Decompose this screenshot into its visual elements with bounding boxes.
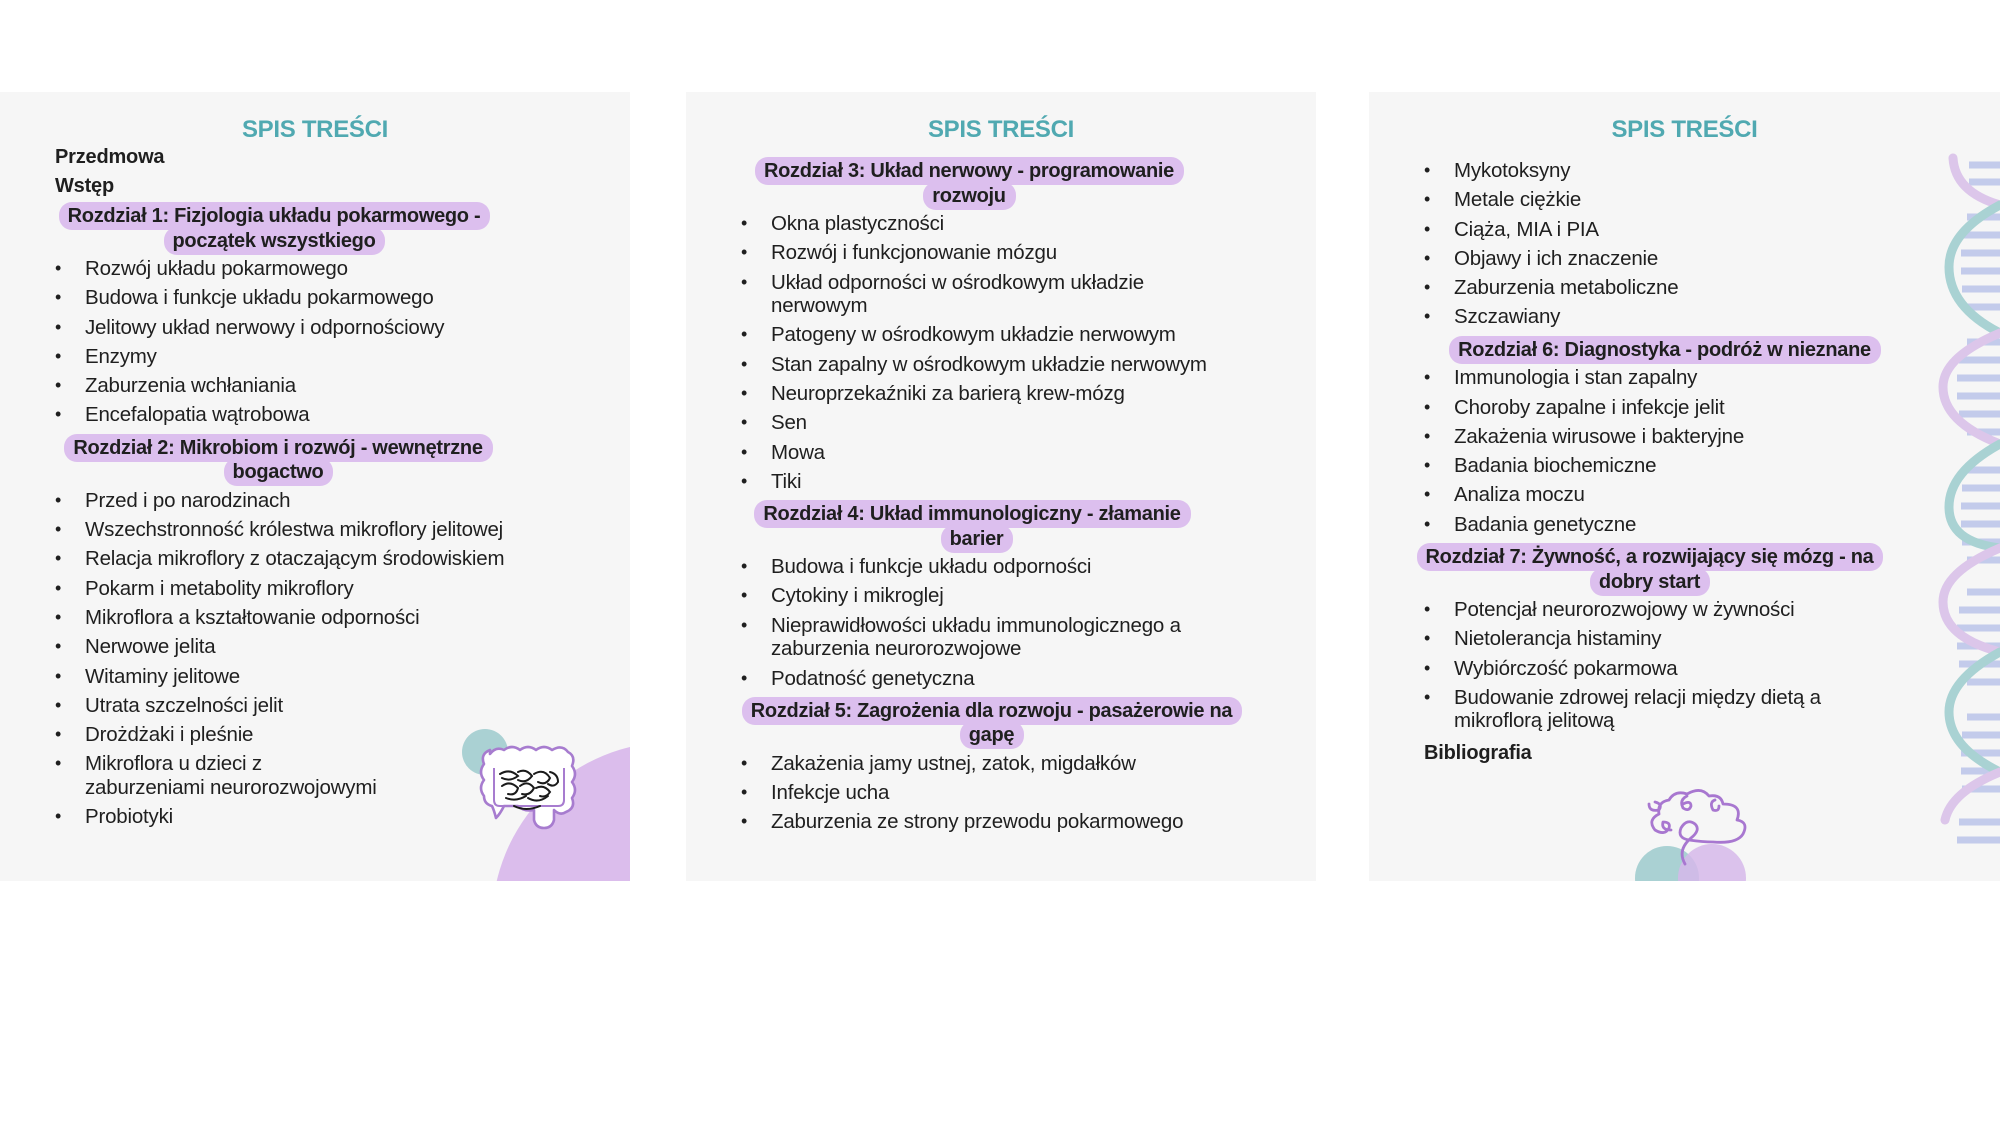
bullet-icon: • xyxy=(55,287,62,308)
bullet-icon: • xyxy=(741,470,748,491)
list-item[interactable]: • Nerwowe jelita xyxy=(55,635,216,659)
bullet-icon: • xyxy=(55,636,62,657)
list-item[interactable]: • Zaburzenia wchłaniania xyxy=(55,374,296,398)
bullet-icon: • xyxy=(55,606,62,627)
list-item[interactable]: • Mowa xyxy=(741,440,825,464)
list-item[interactable]: • Szczawiany xyxy=(1424,305,1561,329)
list-item[interactable]: • Sen xyxy=(741,411,807,435)
bullet-icon: • xyxy=(741,752,748,773)
bullet-icon: • xyxy=(741,353,748,374)
purple-circle xyxy=(1678,844,1746,881)
bullet-icon: • xyxy=(1424,189,1431,210)
toc-entry-wstep[interactable]: Wstęp xyxy=(55,175,115,197)
chapter-items xyxy=(732,555,1292,690)
list-item[interactable]: • Zakażenia wirusowe i bakteryjne xyxy=(1424,424,1745,448)
list-item[interactable]: • Mykotoksyny xyxy=(1424,159,1571,182)
chapter-heading-text: Rozdział 2: Mikrobiom i rozwój - wewnętrzne bogactwo xyxy=(64,434,492,487)
bullet-icon: • xyxy=(55,806,62,827)
chapter-items xyxy=(1415,159,1975,329)
toc-entry-bibliografia[interactable]: Bibliografia xyxy=(1424,741,1532,764)
bullet-icon: • xyxy=(55,577,62,598)
list-item[interactable]: • Metale ciężkie xyxy=(1424,188,1582,212)
chapter-items xyxy=(732,752,1292,834)
bullet-icon: • xyxy=(1424,306,1431,327)
bullet-icon: • xyxy=(741,242,748,263)
bullet-icon: • xyxy=(1424,425,1431,446)
toc-list xyxy=(732,156,1292,840)
chapter-items xyxy=(732,212,1292,493)
bullet-icon: • xyxy=(55,694,62,715)
toc-list xyxy=(1415,159,1975,768)
list-item[interactable]: • Badania genetyczne xyxy=(1424,512,1637,536)
bullet-icon: • xyxy=(1424,686,1431,707)
list-item[interactable]: • Badania biochemiczne xyxy=(1424,454,1657,478)
list-item[interactable]: • Mikroflora a kształtowanie odporności xyxy=(55,605,420,629)
bullet-icon: • xyxy=(55,753,62,774)
dna-strand-purple xyxy=(1945,772,2000,820)
chapter-heading[interactable] xyxy=(732,699,1252,748)
list-item[interactable]: • Analiza moczu xyxy=(1424,483,1585,507)
list-item[interactable]: • Ciąża, MIA i PIA xyxy=(1424,217,1599,241)
bullet-icon: • xyxy=(741,667,748,688)
list-item[interactable]: • Enzymy xyxy=(55,344,157,368)
chapter-heading-text: Rozdział 5: Zagrożenia dla rozwoju - pasażerowie na gapę xyxy=(742,697,1242,750)
toc-title: SPIS TREŚCI xyxy=(1611,116,1758,143)
bullet-icon: • xyxy=(1424,599,1431,620)
toc-title: SPIS TREŚCI xyxy=(241,116,389,143)
bullet-icon: • xyxy=(55,345,62,366)
chapter-heading-text: Rozdział 7: Żywność, a rozwijający się mózg - na dobry start xyxy=(1417,543,1884,596)
bullet-icon: • xyxy=(741,271,748,292)
list-item[interactable]: • Drożdżaki i pleśnie xyxy=(55,723,254,747)
list-item[interactable]: • Podatność genetyczna xyxy=(741,666,975,690)
toc-page-2 xyxy=(686,92,1316,881)
chapter-heading[interactable] xyxy=(732,159,1207,208)
bullet-icon: • xyxy=(55,258,62,278)
bullet-icon: • xyxy=(741,441,748,462)
list-item[interactable]: • Rozwój i funkcjonowanie mózgu xyxy=(741,241,1057,265)
list-item[interactable]: • Jelitowy układ nerwowy i odpornościowy xyxy=(55,315,445,339)
list-item[interactable]: • Układ odporności w ośrodkowym układzie nerwowym xyxy=(741,270,1144,318)
list-item[interactable]: • Patogeny w ośrodkowym układzie nerwowym xyxy=(741,323,1176,347)
chapter-items xyxy=(46,257,606,427)
chapter-heading[interactable] xyxy=(1415,338,1915,363)
list-item[interactable]: • Nietolerancja histaminy xyxy=(1424,627,1662,651)
toc-page-1 xyxy=(0,92,630,881)
bullet-icon: • xyxy=(1424,367,1431,388)
bullet-icon: • xyxy=(1424,484,1431,505)
list-item[interactable]: • Budowanie zdrowej relacji między dietą a mikroflorą jelitową xyxy=(1424,685,1821,733)
brain-icon xyxy=(1627,780,1747,881)
bullet-icon: • xyxy=(55,724,62,745)
bullet-icon: • xyxy=(1424,247,1431,268)
bullet-icon: • xyxy=(1424,513,1431,534)
chapter-heading-text: Rozdział 4: Układ immunologiczny - złamanie barier xyxy=(754,500,1190,553)
bullet-icon: • xyxy=(741,585,748,606)
bullet-icon: • xyxy=(741,412,748,433)
list-item[interactable]: • Probiotyki xyxy=(55,805,174,829)
list-item[interactable]: • Nieprawidłowości układu immunologicznego a zaburzenia neurorozwojowe xyxy=(741,613,1181,661)
bullet-icon: • xyxy=(55,519,62,540)
list-item[interactable]: • Tiki xyxy=(741,469,802,493)
list-item[interactable]: • Zakażenia jamy ustnej, zatok, migdałków xyxy=(741,751,1136,775)
list-item[interactable]: • Choroby zapalne i infekcje jelit xyxy=(1424,395,1725,419)
bullet-icon: • xyxy=(1424,657,1431,678)
chapter-items xyxy=(1415,366,1975,536)
list-item[interactable]: • Stan zapalny w ośrodkowym układzie nerwowym xyxy=(741,352,1207,376)
bullet-icon: • xyxy=(1424,160,1431,180)
chapter-items xyxy=(1415,598,1975,733)
chapter-heading-text: Rozdział 6: Diagnostyka - podróż w nieznane xyxy=(1449,336,1881,364)
chapter-heading[interactable] xyxy=(46,204,503,253)
bullet-icon: • xyxy=(741,556,748,577)
list-item[interactable]: • Utrata szczelności jelit xyxy=(55,693,283,717)
list-item[interactable]: • Witaminy jelitowe xyxy=(55,664,240,688)
list-item[interactable]: • Potencjał neurorozwojowy w żywności xyxy=(1424,598,1795,622)
bullet-icon: • xyxy=(55,548,62,569)
chapter-items xyxy=(46,489,606,829)
bullet-icon: • xyxy=(1424,455,1431,476)
list-item[interactable]: • Zaburzenia metaboliczne xyxy=(1424,276,1679,300)
list-item[interactable]: • Encefalopatia wątrobowa xyxy=(55,403,310,427)
toc-title: SPIS TREŚCI xyxy=(927,116,1075,143)
bullet-icon: • xyxy=(1424,396,1431,417)
list-item[interactable]: • Przed i po narodzinach xyxy=(55,488,291,512)
list-item[interactable]: • Objawy i ich znaczenie xyxy=(1424,246,1659,270)
list-item[interactable]: • Budowa i funkcje układu pokarmowego xyxy=(55,286,434,310)
bullet-icon: • xyxy=(741,782,748,803)
toc-list xyxy=(46,143,606,835)
bullet-icon: • xyxy=(1424,218,1431,239)
list-item[interactable]: • Mikroflora u dzieci z zaburzeniami neurorozwojowymi xyxy=(55,752,377,799)
bullet-icon: • xyxy=(55,665,62,686)
list-item[interactable]: • Relacja mikroflory z otaczającym środowiskiem xyxy=(55,547,505,571)
bullet-icon: • xyxy=(55,316,62,337)
bullet-icon: • xyxy=(1424,277,1431,298)
bullet-icon: • xyxy=(55,375,62,396)
bullet-icon: • xyxy=(741,614,748,635)
chapter-heading[interactable] xyxy=(732,502,1222,551)
list-item[interactable]: • Okna plastyczności xyxy=(741,212,945,235)
bullet-icon: • xyxy=(741,811,748,832)
bullet-icon: • xyxy=(741,213,748,233)
chapter-heading-text: Rozdział 1: Fizjologia układu pokarmowego - początek wszystkiego xyxy=(59,202,491,255)
list-item[interactable]: • Immunologia i stan zapalny xyxy=(1424,366,1698,390)
list-item[interactable]: • Zaburzenia ze strony przewodu pokarmowego xyxy=(741,810,1184,834)
list-item[interactable]: • Pokarm i metabolity mikroflory xyxy=(55,576,354,600)
list-item[interactable]: • Budowa i funkcje układu odporności xyxy=(741,555,1092,579)
toc-page-3 xyxy=(1369,92,2000,881)
chapter-heading[interactable] xyxy=(46,436,511,485)
list-item[interactable]: • Infekcje ucha xyxy=(741,781,890,805)
list-item[interactable]: • Cytokiny i mikroglej xyxy=(741,584,944,608)
bullet-icon: • xyxy=(1424,628,1431,649)
bullet-icon: • xyxy=(741,382,748,403)
list-item[interactable]: • Wybiórczość pokarmowa xyxy=(1424,656,1678,680)
bullet-icon: • xyxy=(55,404,62,425)
bullet-icon: • xyxy=(55,489,62,510)
list-item[interactable]: • Rozwój układu pokarmowego xyxy=(55,257,348,280)
toc-entry-przedmowa[interactable]: Przedmowa xyxy=(55,146,165,168)
list-item[interactable]: • Neuroprzekaźniki za barierą krew-mózg xyxy=(741,381,1125,405)
chapter-heading-text: Rozdział 3: Układ nerwowy - programowanie rozwoju xyxy=(755,157,1184,210)
chapter-heading[interactable] xyxy=(1415,545,1885,594)
bullet-icon: • xyxy=(741,324,748,345)
list-item[interactable]: • Wszechstronność królestwa mikroflory jelitowej xyxy=(55,518,504,542)
